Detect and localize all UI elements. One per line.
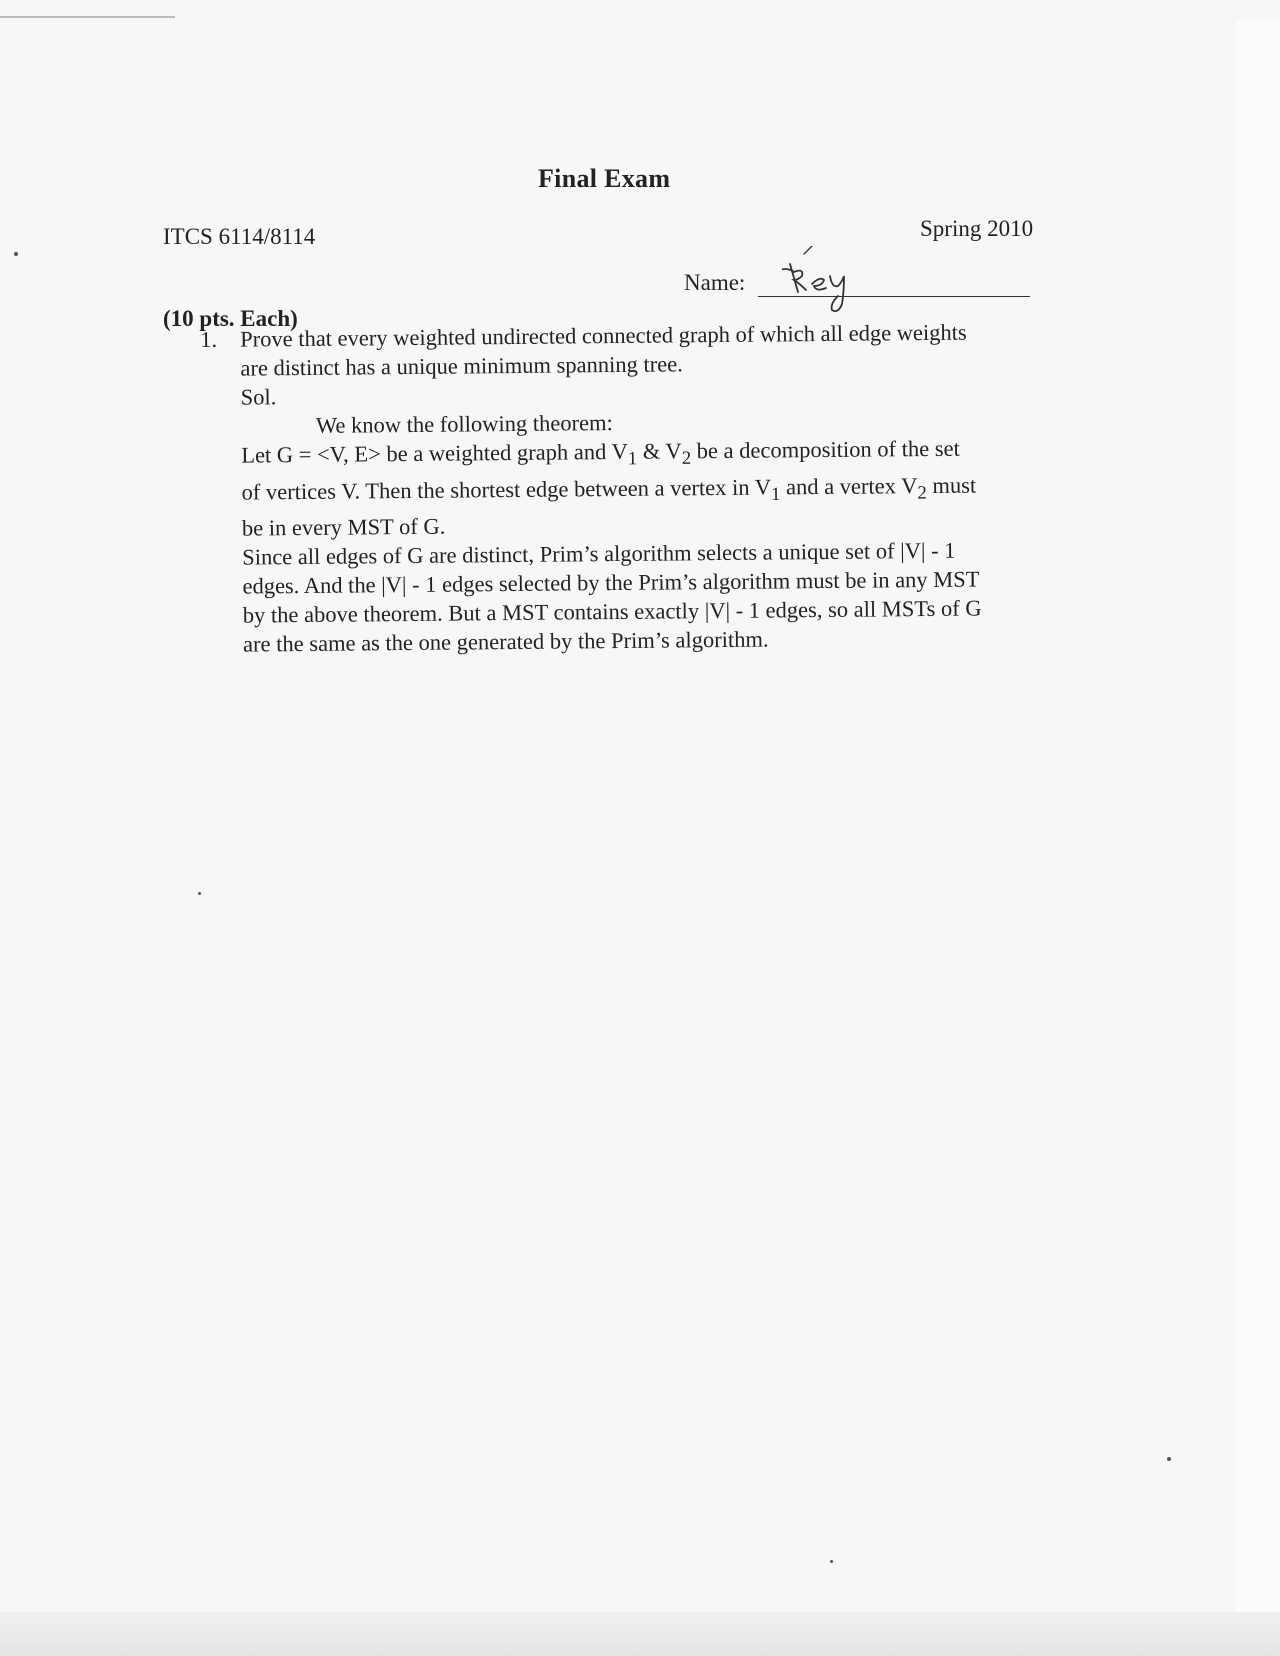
proof-line: edges. And the |V| - 1 edges selected by the Prim’s algorithm must be in any MST <box>242 566 980 599</box>
scan-speck <box>1167 1457 1171 1461</box>
question-prompt-line: Prove that every weighted undirected connected graph of which all edge weights <box>240 319 967 352</box>
theorem-text: & V <box>637 438 682 464</box>
proof-line: by the above theorem. But a MST contains exactly |V| - 1 edges, so all MSTs of G <box>242 595 982 628</box>
question-body <box>240 317 1083 659</box>
subscript: 2 <box>681 447 692 469</box>
theorem-text: and a vertex V <box>780 472 918 499</box>
theorem-text: of vertices V. Then the shortest edge between a vertex in V <box>241 474 772 505</box>
proof-line: Since all edges of G are distinct, Prim’s algorithm selects a unique set of |V| - 1 <box>242 537 956 570</box>
scan-bottom-edge <box>0 1612 1280 1656</box>
solution-label: Sol. <box>240 384 277 410</box>
scan-top-rule <box>0 16 175 18</box>
subscript: 1 <box>770 483 781 505</box>
course-code: ITCS 6114/8114 <box>163 224 316 249</box>
points-note: (10 pts. Each) <box>163 306 298 331</box>
scan-speck <box>198 892 201 895</box>
theorem-text: Let G = <V, E> be a weighted graph and V <box>241 438 628 468</box>
theorem-text: be a decomposition of the set <box>690 435 960 464</box>
question-1 <box>200 317 1083 659</box>
scan-speck <box>830 1560 833 1563</box>
theorem-intro: We know the following theorem: <box>315 410 613 438</box>
theorem-text: must <box>926 472 977 498</box>
scan-right-edge <box>1236 20 1280 1656</box>
scan-speck <box>14 252 18 256</box>
theorem-line: be in every MST of G. <box>241 513 446 541</box>
subscript: 1 <box>627 448 638 470</box>
proof-line: are the same as the one generated by the Prim’s algorithm. <box>242 626 769 657</box>
subscript: 2 <box>917 482 927 504</box>
exam-title: Final Exam <box>538 164 671 193</box>
exam-term: Spring 2010 <box>920 216 1034 241</box>
question-prompt-line: are distinct has a unique minimum spanning tree. <box>240 351 683 381</box>
handwritten-name-signature <box>782 246 872 316</box>
question-number: 1. <box>200 326 218 352</box>
name-label: Name: <box>684 270 746 295</box>
